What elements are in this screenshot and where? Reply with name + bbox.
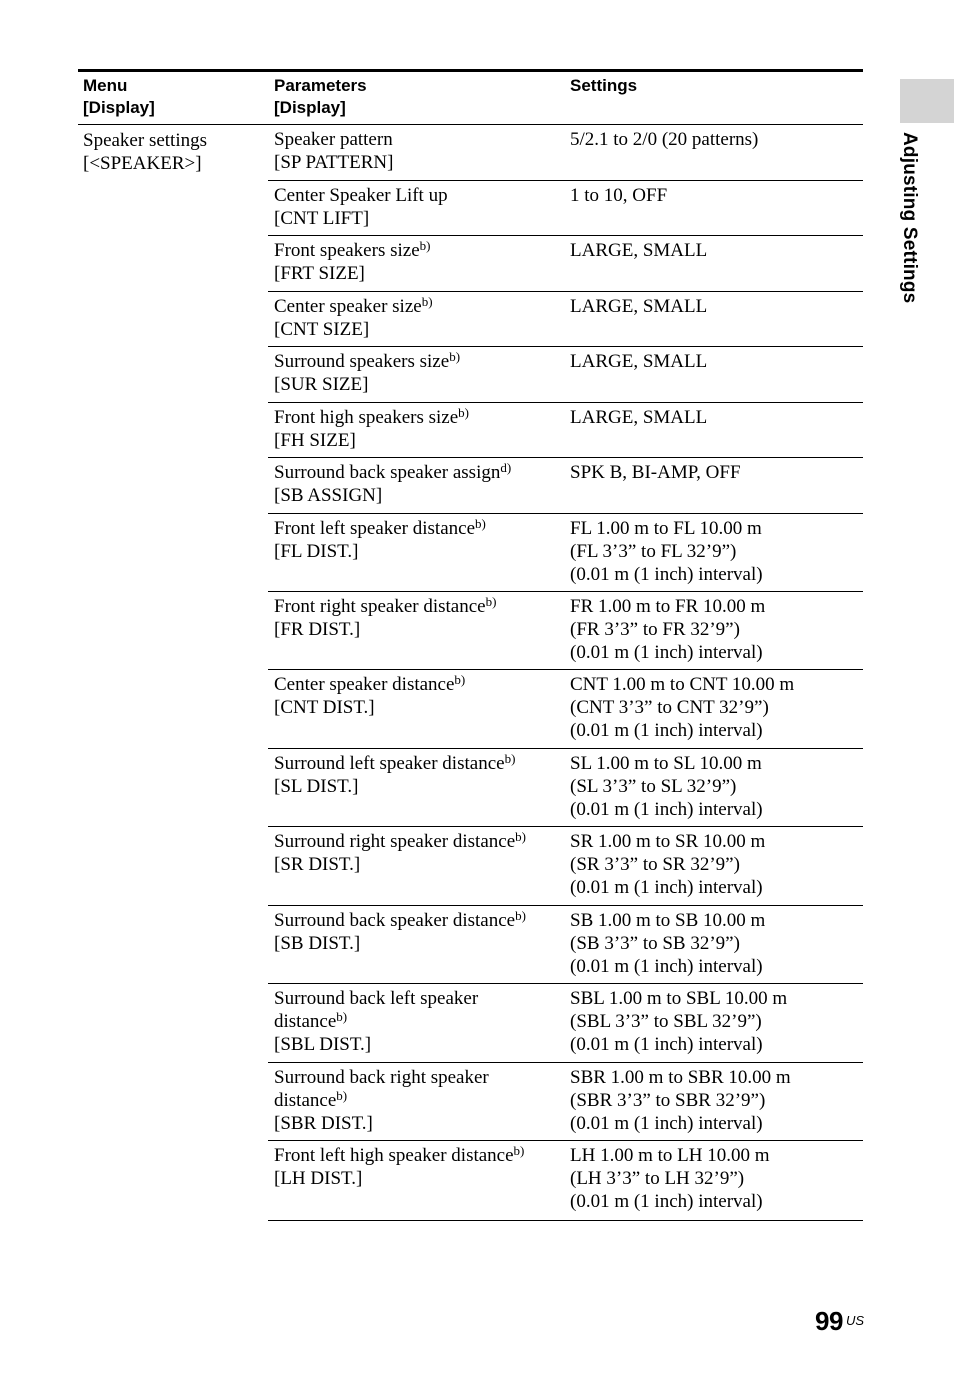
header-menu [78, 72, 268, 124]
settings-line: 5/2.1 to 2/0 (20 patterns) [570, 129, 759, 150]
parameter-text: Speaker pattern [274, 129, 393, 150]
settings-line: LH 1.00 m to LH 10.00 m [570, 1145, 770, 1166]
parameter-cell [268, 125, 564, 180]
parameter-line [274, 406, 564, 429]
settings-line: (SR 3’3” to SR 32’9”) [570, 854, 740, 875]
footnote-marker: b) [421, 294, 433, 309]
settings-line: (0.01 m (1 inch) interval) [570, 956, 763, 977]
parameter-text: Front left high speaker distance [274, 1145, 514, 1166]
settings-line: 1 to 10, OFF [570, 185, 668, 206]
parameter-text: Center speaker size [274, 296, 422, 317]
parameter-line [274, 909, 564, 932]
parameter-text: Front speakers size [274, 240, 420, 261]
header-settings [564, 72, 863, 124]
parameter-text: [FH SIZE] [274, 430, 356, 451]
parameter-line [274, 1033, 564, 1056]
parameter-line [274, 239, 564, 262]
menu-cell-line: Speaker settings [83, 130, 208, 151]
settings-line: SBL 1.00 m to SBL 10.00 m [570, 988, 788, 1009]
settings-cell [564, 670, 863, 748]
footnote-marker: b) [419, 238, 431, 253]
settings-line: (CNT 3’3” to CNT 32’9”) [570, 697, 769, 718]
parameter-line [274, 429, 564, 452]
settings-line: SPK B, BI-AMP, OFF [570, 462, 741, 483]
parameter-cell [268, 1063, 564, 1140]
parameter-text: [LH DIST.] [274, 1168, 363, 1189]
settings-line: CNT 1.00 m to CNT 10.00 m [570, 674, 795, 695]
parameter-cell [268, 458, 564, 513]
table-row [268, 125, 863, 181]
parameter-text: Center Speaker Lift up [274, 185, 448, 206]
parameter-text: [SB DIST.] [274, 933, 361, 954]
parameter-line [274, 1167, 564, 1190]
parameter-text: [SP PATTERN] [274, 152, 394, 173]
parameter-line [274, 318, 564, 341]
side-tab-marker [900, 79, 954, 123]
menu-cell [78, 125, 268, 1221]
parameter-line [274, 696, 564, 719]
settings-cell [564, 514, 863, 591]
settings-cell [564, 236, 863, 291]
settings-line: LARGE, SMALL [570, 351, 708, 372]
parameter-line [274, 1010, 564, 1033]
header-parameters-line: [Display] [274, 98, 346, 117]
parameter-text: [CNT DIST.] [274, 697, 375, 718]
footnote-marker: b) [515, 908, 526, 923]
settings-line: (0.01 m (1 inch) interval) [570, 799, 763, 820]
settings-line: SBR 1.00 m to SBR 10.00 m [570, 1067, 791, 1088]
settings-line: (0.01 m (1 inch) interval) [570, 642, 763, 663]
settings-line: SR 1.00 m to SR 10.00 m [570, 831, 766, 852]
settings-line: FL 1.00 m to FL 10.00 m [570, 518, 762, 539]
parameter-line [274, 932, 564, 955]
parameter-text: Center speaker distance [274, 674, 455, 695]
page-number-suffix: US [846, 1313, 865, 1328]
settings-line: (SL 3’3” to SL 32’9”) [570, 776, 737, 797]
settings-line: (SBL 3’3” to SBL 32’9”) [570, 1011, 762, 1032]
footnote-marker: b) [504, 751, 516, 766]
header-menu-line: Menu [83, 76, 128, 95]
parameter-line [274, 540, 564, 563]
table-row [268, 592, 863, 670]
parameter-text: Surround back speaker assign [274, 462, 501, 483]
parameter-line [274, 752, 564, 775]
settings-line: (FR 3’3” to FR 32’9”) [570, 619, 740, 640]
settings-cell [564, 906, 863, 983]
menu-cell-line: [<SPEAKER>] [83, 153, 202, 174]
parameter-line [274, 1144, 564, 1167]
footnote-marker: b) [336, 1088, 348, 1103]
table-row [268, 514, 863, 592]
table-row [268, 906, 863, 984]
footnote-marker: b) [485, 594, 497, 609]
settings-cell [564, 984, 863, 1062]
parameter-cell [268, 181, 564, 235]
parameter-line [274, 350, 564, 373]
settings-cell [564, 827, 863, 905]
parameter-text: [FL DIST.] [274, 541, 359, 562]
table-row [268, 670, 863, 749]
parameter-text: Surround speakers size [274, 351, 450, 372]
parameter-text: Front high speakers size [274, 407, 459, 428]
parameter-line [274, 595, 564, 618]
parameter-text: Surround right speaker distance [274, 831, 516, 852]
parameter-text: [CNT SIZE] [274, 319, 370, 340]
settings-line: (0.01 m (1 inch) interval) [570, 1113, 763, 1134]
parameter-text: distance [274, 1090, 337, 1111]
table-row [268, 984, 863, 1063]
parameter-line [274, 517, 564, 540]
parameter-line [274, 128, 564, 151]
table-row [268, 749, 863, 827]
parameter-text: Surround back speaker distance [274, 910, 516, 931]
settings-line: (FL 3’3” to FL 32’9”) [570, 541, 737, 562]
settings-cell [564, 292, 863, 346]
settings-line: (LH 3’3” to LH 32’9”) [570, 1168, 745, 1189]
parameter-text: Surround left speaker distance [274, 753, 505, 774]
settings-cell [564, 181, 863, 235]
parameter-text: Front right speaker distance [274, 596, 486, 617]
settings-cell [564, 125, 863, 180]
settings-line: LARGE, SMALL [570, 240, 708, 261]
footnote-marker: d) [500, 460, 512, 475]
parameter-text: [SB ASSIGN] [274, 485, 383, 506]
footnote-marker: b) [475, 516, 486, 531]
table-row [268, 1063, 863, 1141]
footnote-marker: b) [449, 349, 461, 364]
settings-cell [564, 1063, 863, 1140]
parameter-line [274, 484, 564, 507]
parameter-cell [268, 292, 564, 346]
settings-line: (0.01 m (1 inch) interval) [570, 720, 763, 741]
footnote-marker: b) [458, 405, 469, 420]
parameter-line [274, 987, 564, 1010]
parameter-line [274, 830, 564, 853]
parameter-line [274, 207, 564, 230]
footnote-marker: b) [336, 1009, 348, 1024]
parameter-cell [268, 514, 564, 591]
parameter-cell [268, 906, 564, 983]
parameter-line [274, 262, 564, 285]
table-row [268, 181, 863, 236]
settings-line: FR 1.00 m to FR 10.00 m [570, 596, 766, 617]
table-row [268, 1141, 863, 1221]
section-side-label: Adjusting Settings [899, 132, 920, 304]
parameter-text: [FR DIST.] [274, 619, 361, 640]
parameter-line [274, 775, 564, 798]
footnote-marker: b) [454, 672, 466, 687]
settings-line: (0.01 m (1 inch) interval) [570, 564, 763, 585]
parameter-text: [SR DIST.] [274, 854, 361, 875]
settings-cell [564, 347, 863, 402]
settings-cell [564, 592, 863, 669]
settings-line: (0.01 m (1 inch) interval) [570, 1191, 763, 1212]
parameter-cell [268, 592, 564, 669]
settings-cell [564, 458, 863, 513]
header-menu-line: [Display] [83, 98, 155, 117]
table-body [78, 125, 863, 1221]
parameter-cell [268, 670, 564, 748]
parameter-text: [SUR SIZE] [274, 374, 369, 395]
settings-table [78, 69, 863, 1221]
parameter-text: [SBL DIST.] [274, 1034, 372, 1055]
header-parameters [268, 72, 564, 124]
settings-line: SB 1.00 m to SB 10.00 m [570, 910, 766, 931]
parameter-text: [SBR DIST.] [274, 1113, 373, 1134]
settings-line: SL 1.00 m to SL 10.00 m [570, 753, 762, 774]
parameter-cell [268, 403, 564, 457]
settings-cell [564, 749, 863, 826]
parameter-line [274, 373, 564, 396]
settings-line: (SBR 3’3” to SBR 32’9”) [570, 1090, 766, 1111]
settings-line: LARGE, SMALL [570, 407, 708, 428]
parameter-text: Front left speaker distance [274, 518, 476, 539]
footnote-marker: b) [515, 829, 526, 844]
parameter-line [274, 618, 564, 641]
settings-line: (0.01 m (1 inch) interval) [570, 1034, 763, 1055]
page-number: 99 [815, 1306, 843, 1336]
parameter-cell [268, 347, 564, 402]
parameter-line [274, 184, 564, 207]
parameter-cell [268, 1141, 564, 1220]
parameter-line [274, 1112, 564, 1135]
parameter-line [274, 853, 564, 876]
parameter-text: [FRT SIZE] [274, 263, 365, 284]
parameter-rows [268, 125, 863, 1221]
parameter-line [274, 461, 564, 484]
parameter-line [274, 1066, 564, 1089]
parameter-cell [268, 236, 564, 291]
table-row [268, 403, 863, 458]
parameter-text: Surround back right speaker [274, 1067, 489, 1088]
parameter-cell [268, 827, 564, 905]
parameter-text: distance [274, 1011, 337, 1032]
parameter-line [274, 1089, 564, 1112]
parameter-cell [268, 749, 564, 826]
table-header [78, 72, 863, 125]
parameter-line [274, 295, 564, 318]
header-settings-line: Settings [570, 76, 638, 95]
table-row [268, 236, 863, 292]
parameter-line [274, 151, 564, 174]
parameter-text: [CNT LIFT] [274, 208, 370, 229]
settings-line: (0.01 m (1 inch) interval) [570, 877, 763, 898]
parameter-text: Surround back left speaker [274, 988, 479, 1009]
header-parameters-line: Parameters [274, 76, 367, 95]
table-row [268, 347, 863, 403]
table-row [268, 827, 863, 906]
parameter-cell [268, 984, 564, 1062]
footnote-marker: b) [513, 1143, 525, 1158]
parameter-line [274, 673, 564, 696]
table-row [268, 292, 863, 347]
settings-line: LARGE, SMALL [570, 296, 708, 317]
table-row [268, 458, 863, 514]
settings-cell [564, 403, 863, 457]
parameter-text: [SL DIST.] [274, 776, 359, 797]
settings-line: (SB 3’3” to SB 32’9”) [570, 933, 740, 954]
settings-cell [564, 1141, 863, 1220]
